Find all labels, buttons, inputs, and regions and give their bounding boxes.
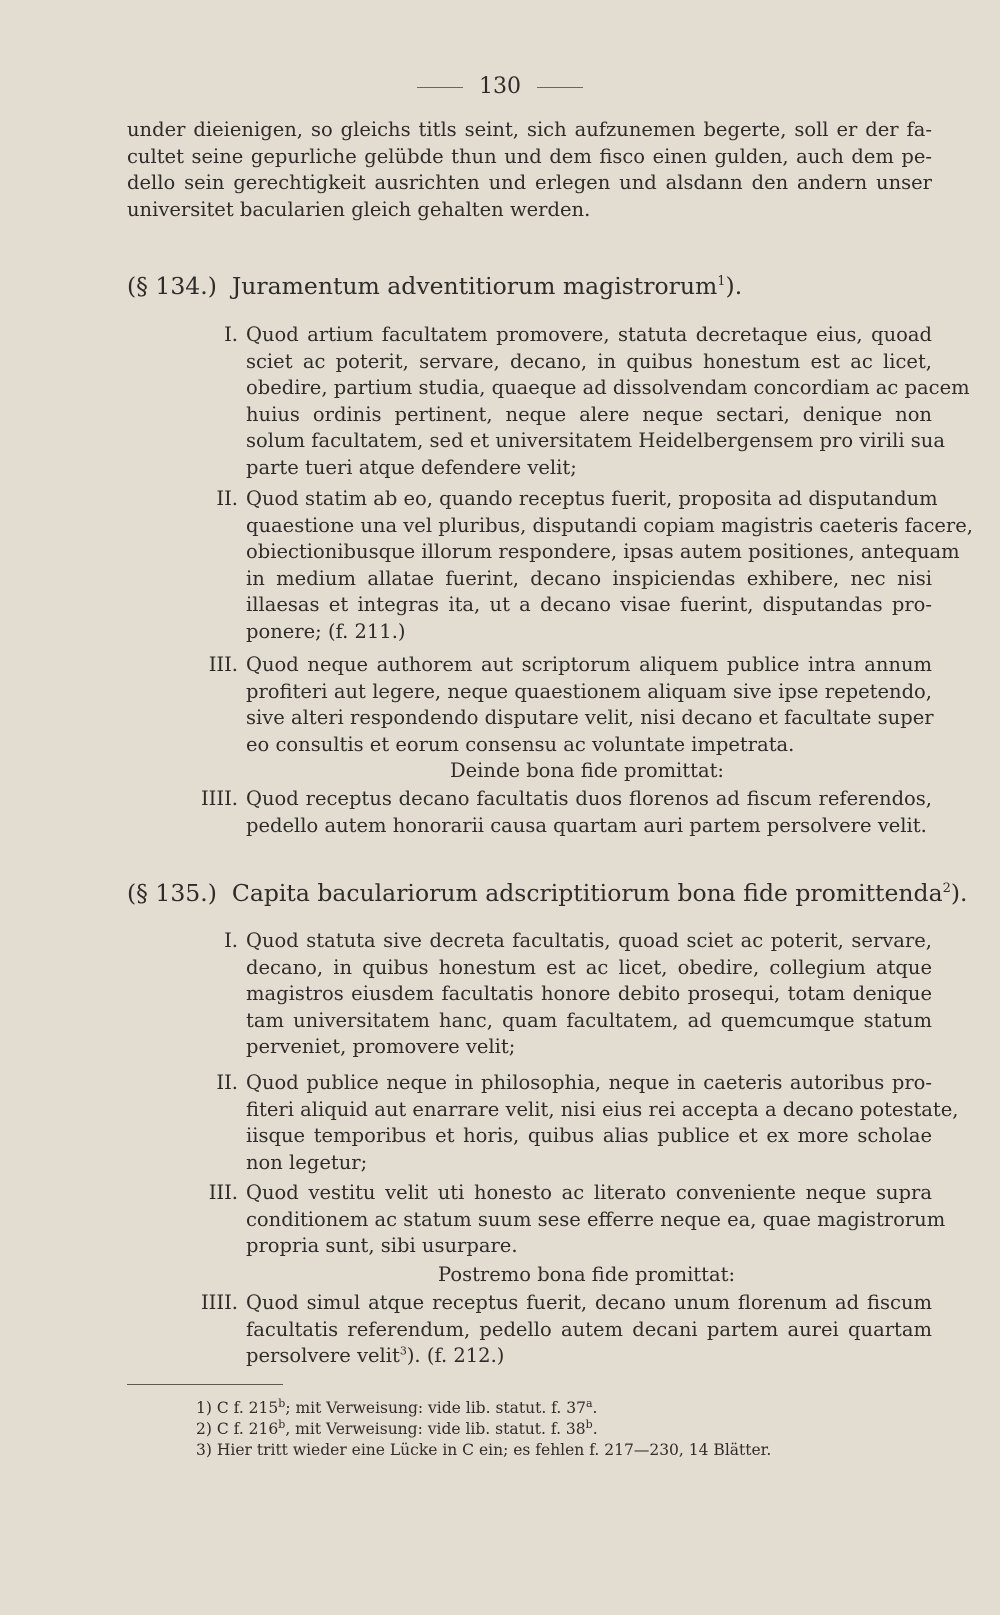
heading-end: ). bbox=[950, 879, 968, 907]
footnote-text: , mit Verweisung: vide lib. statut. f. 38 bbox=[285, 1420, 586, 1438]
footnote-mark: 1) bbox=[196, 1399, 212, 1417]
text-line: obiectionibusque illorum respondere, ipsas autem positiones, antequam bbox=[246, 540, 960, 563]
footnote-mark: 2) bbox=[196, 1420, 212, 1438]
text-line: sive alteri respondendo disputare velit, nisi decano et facultate super bbox=[246, 706, 934, 729]
footnote bbox=[196, 1440, 836, 1461]
text-line: Quod vestitu velit uti honesto ac literato conveniente neque supra bbox=[246, 1181, 932, 1204]
section-number: (§ 134.) bbox=[127, 272, 217, 300]
section-title: Juramentum adventitiorum magistrorum bbox=[231, 272, 718, 300]
footnote-text: . bbox=[592, 1420, 598, 1438]
text-line: fiteri aliquid aut enarrare velit, nisi eius rei accepta a decano potestate, bbox=[246, 1097, 959, 1121]
text-line: facultatis referendum, pedello autem decani partem aurei quartam bbox=[246, 1317, 932, 1341]
section-title: Capita baculariorum adscriptitiorum bona fide promittenda bbox=[231, 879, 943, 907]
item-text bbox=[246, 652, 932, 758]
text-line: universitet bacularien gleich gehalten werden. bbox=[127, 197, 591, 221]
footnote-sup: b bbox=[278, 1396, 286, 1410]
footnote-divider bbox=[127, 1384, 283, 1385]
heading-end: ). bbox=[725, 272, 743, 300]
item-text bbox=[246, 486, 973, 645]
footnote-reference: 3 bbox=[399, 1344, 407, 1358]
text-line: eo consultis et eorum consensu ac voluntate impetrata. bbox=[246, 732, 795, 756]
footnote-text: C f. 216 bbox=[216, 1420, 279, 1438]
interlude-text: Postremo bona fide promittat: bbox=[438, 1263, 736, 1286]
text-line: tam universitatem hanc, quam facultatem, ad quemcumque statum bbox=[246, 1008, 932, 1032]
footnote-mark: 3) bbox=[196, 1441, 212, 1459]
text-line: Quod statim ab eo, quando receptus fuerit, proposita ad disputandum bbox=[246, 487, 938, 510]
footnote-sup: a bbox=[585, 1396, 593, 1410]
item-numeral: III. bbox=[208, 653, 238, 676]
text-line: propria sunt, sibi usurpare. bbox=[246, 1234, 518, 1257]
text-line: Quod neque authorem aut scriptorum aliquem publice intra annum bbox=[246, 653, 932, 676]
intro-paragraph bbox=[127, 117, 932, 223]
text-line: cultet seine gepurliche gelübde thun und dem fisco einen gulden, auch dem pe- bbox=[127, 144, 932, 168]
text-line: magistros eiusdem facultatis honore debito prosequi, totam denique bbox=[246, 982, 932, 1005]
text-line: pedello autem honorarii causa quartam auri partem persolvere velit. bbox=[246, 813, 927, 837]
text-line: dello sein gerechtigkeit ausrichten und erlegen und alsdann den andern unser bbox=[127, 171, 932, 194]
footnote-text: C f. 215 bbox=[216, 1399, 279, 1417]
item-text bbox=[246, 1070, 959, 1176]
text-line: ponere; (f. 211.) bbox=[246, 619, 406, 643]
item-text bbox=[246, 928, 932, 1061]
text-line: solum facultatem, sed et universitatem Heidelbergensem pro virili sua bbox=[246, 429, 945, 452]
footnote-sup: b bbox=[278, 1417, 286, 1431]
text-line: Quod statuta sive decreta facultatis, quoad sciet ac poterit, servare, bbox=[246, 929, 932, 952]
footnote-text: Hier tritt wieder eine Lücke in C ein; es fehlen f. 217—230, 14 Blätter. bbox=[216, 1441, 772, 1459]
interlude-text: Deinde bona fide promittat: bbox=[450, 759, 724, 782]
footnote bbox=[196, 1419, 836, 1440]
item-numeral: I. bbox=[224, 323, 238, 346]
item-numeral: II. bbox=[216, 1071, 238, 1094]
text-line: under dieienigen, so gleichs titls seint, sich aufzunemen begerte, soll er der fa- bbox=[127, 118, 932, 141]
item-numeral: IIII. bbox=[200, 1291, 238, 1314]
item-text bbox=[246, 786, 932, 839]
text-line: conditionem ac statum suum sese efferre neque ea, quae magistrorum bbox=[246, 1207, 946, 1231]
text-line: obedire, partium studia, quaeque ad dissolvendam concordiam ac pacem bbox=[246, 376, 970, 399]
section-134-heading bbox=[127, 271, 932, 301]
item-text bbox=[246, 322, 970, 481]
footnote bbox=[196, 1398, 836, 1419]
text-line: Quod artium facultatem promovere, statuta decretaque eius, quoad bbox=[246, 323, 932, 346]
text-line: in medium allatae fuerint, decano inspiciendas exhibere, nec nisi bbox=[246, 566, 932, 590]
text-line: iisque temporibus et horis, quibus alias publice et ex more scholae bbox=[246, 1124, 932, 1147]
item-numeral: II. bbox=[216, 487, 238, 510]
footnote-text: ; mit Verweisung: vide lib. statut. f. 37 bbox=[285, 1399, 586, 1417]
text-line: parte tueri atque defendere velit; bbox=[246, 455, 577, 479]
footnote-reference: 1 bbox=[717, 274, 726, 290]
section-135-heading bbox=[127, 878, 968, 908]
item-numeral: IIII. bbox=[200, 787, 238, 810]
text-line bbox=[246, 1343, 932, 1370]
item-text bbox=[246, 1180, 946, 1260]
footnote-reference: 2 bbox=[942, 881, 951, 897]
item-numeral: III. bbox=[208, 1181, 238, 1204]
text-line: illaesas et integras ita, ut a decano visae fuerint, disputandas pro- bbox=[246, 593, 932, 616]
text-line: Quod simul atque receptus fuerit, decano unum florenum ad fiscum bbox=[246, 1291, 932, 1314]
text-line: Quod publice neque in philosophia, neque in caeteris autoribus pro- bbox=[246, 1071, 932, 1094]
footnote-sup: b bbox=[585, 1417, 593, 1431]
footnote-text: . bbox=[592, 1399, 598, 1417]
text-fragment: ). (f. 212.) bbox=[406, 1344, 505, 1367]
text-line: perveniet, promovere velit; bbox=[246, 1035, 516, 1058]
text-line: huius ordinis pertinent, neque alere neque sectari, denique non bbox=[246, 402, 932, 426]
header-dash-left bbox=[417, 87, 463, 88]
header-dash-right bbox=[537, 87, 583, 88]
page-header bbox=[0, 74, 1000, 99]
text-line: profiteri aut legere, neque quaestionem aliquam sive ipse repetendo, bbox=[246, 679, 932, 703]
footnotes bbox=[196, 1398, 836, 1461]
item-numeral: I. bbox=[224, 929, 238, 952]
section-number: (§ 135.) bbox=[127, 879, 217, 907]
text-fragment: persolvere velit bbox=[246, 1344, 400, 1367]
text-line: Quod receptus decano facultatis duos florenos ad fiscum referendos, bbox=[246, 787, 932, 810]
page-number: 130 bbox=[479, 74, 521, 99]
text-line: decano, in quibus honestum est ac licet, obedire, collegium atque bbox=[246, 955, 932, 979]
text-line: sciet ac poterit, servare, decano, in quibus honestum est ac licet, bbox=[246, 349, 932, 373]
text-line: quaestione una vel pluribus, disputandi copiam magistris caeteris facere, bbox=[246, 513, 973, 537]
text-line: non legetur; bbox=[246, 1150, 368, 1174]
item-text bbox=[246, 1290, 932, 1370]
